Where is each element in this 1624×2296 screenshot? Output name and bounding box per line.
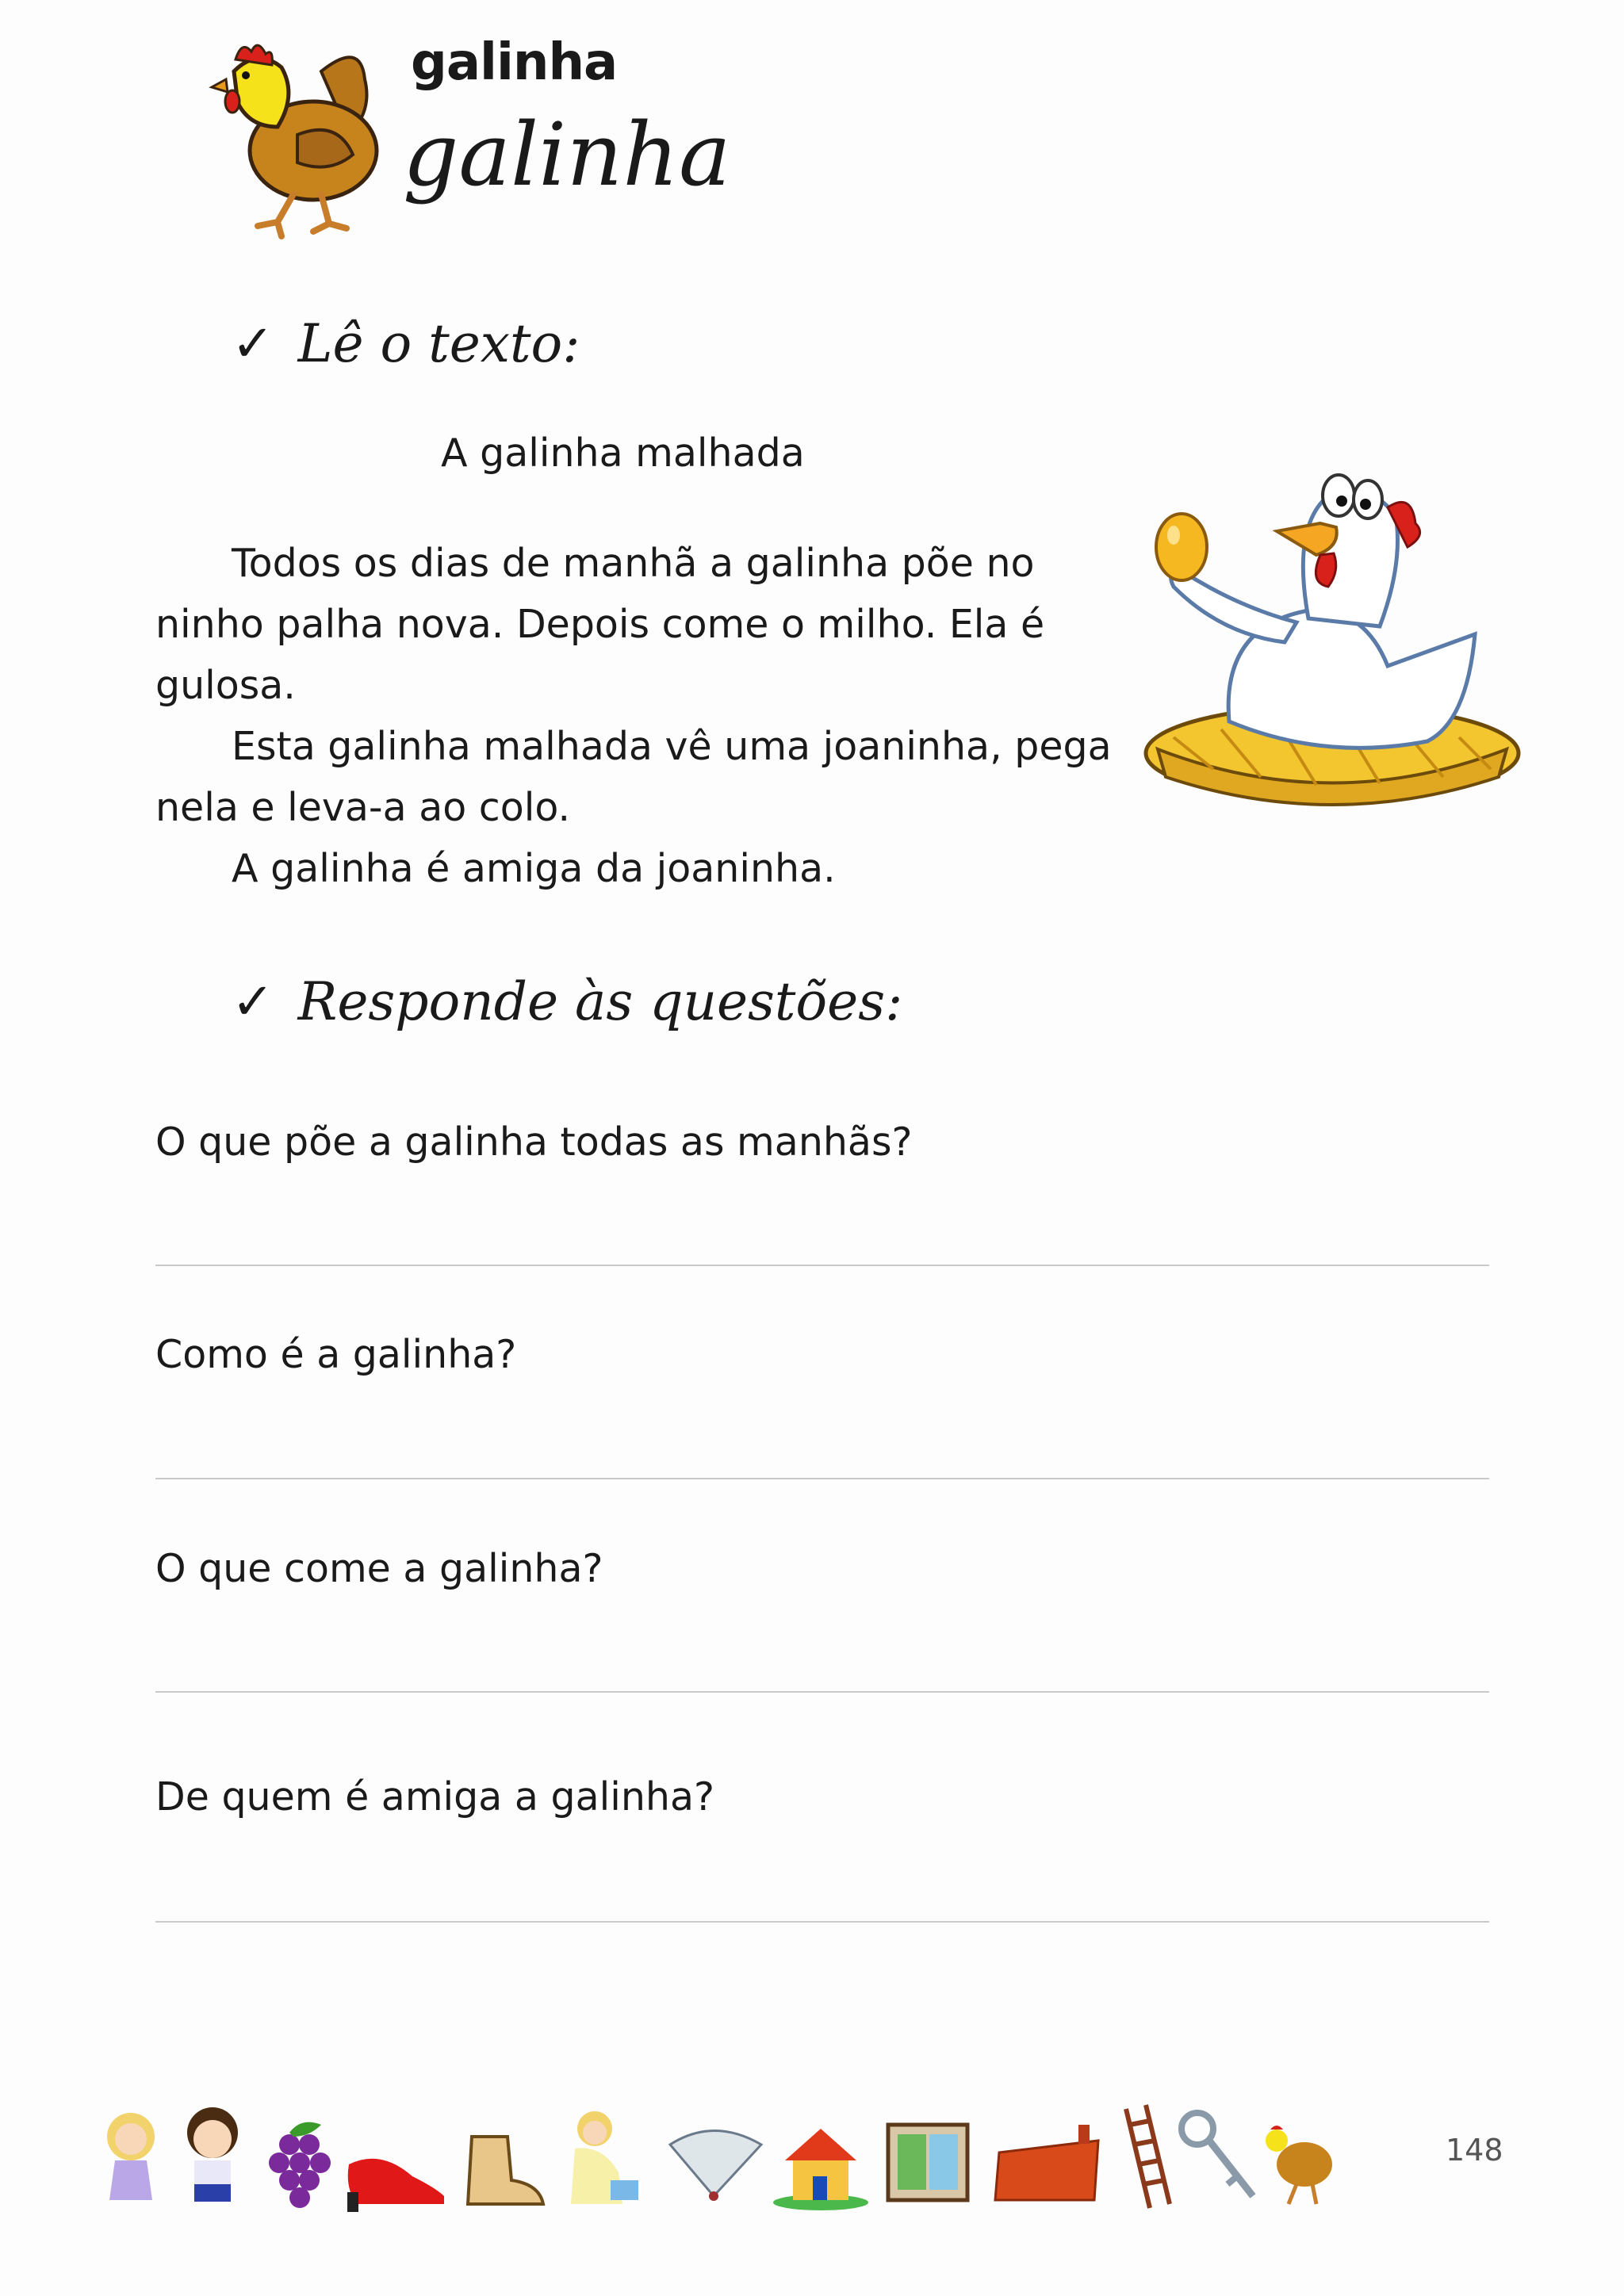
answer-heading-label: Responde às questões: [297,971,903,1032]
title-word-cursive: galinha [403,104,731,205]
footer-icon-strip [95,2101,1348,2212]
read-section-heading [232,313,580,374]
ladder-icon [1126,2105,1170,2208]
answer-line-4[interactable] [155,1921,1489,1923]
fan-icon [670,2131,761,2202]
answer-line-3[interactable] [155,1691,1489,1693]
key-icon [1182,2113,1253,2196]
page-number: 148 [1446,2133,1503,2168]
story-paragraph: Todos os dias de manhã a galinha põe no ninho palha nova. Depois come o milho. Ela é gulosa. [155,541,1045,708]
story-paragraph: A galinha é amiga da joaninha. [232,846,836,891]
window-icon [888,2125,967,2200]
read-heading-label: Lê o texto: [297,313,580,374]
question-2: Como é a galinha? [155,1332,517,1377]
doll-icon [107,2113,155,2200]
question-3: O que come a galinha? [155,1546,603,1591]
shoe-icon [347,2159,444,2212]
answer-section-heading [232,971,902,1032]
boot-icon [468,2137,543,2204]
hen-icon [1266,2126,1332,2204]
question-4: De quem é amiga a galinha? [155,1774,714,1820]
checkmark-icon: ✓ [232,972,274,1031]
answer-line-2[interactable] [155,1478,1489,1479]
story-text [155,533,1123,899]
grapes-icon [269,2122,331,2208]
title-word-print: galinha [411,33,618,92]
house-icon [773,2129,868,2210]
brown-hen-icon [202,24,385,242]
story-paragraph: Esta galinha malhada vê uma joaninha, pega nela e leva-a ao colo. [155,724,1112,830]
question-1: O que põe a galinha todas as manhãs? [155,1119,913,1165]
roof-icon [995,2125,1098,2200]
answer-line-1[interactable] [155,1265,1489,1266]
white-hen-on-nest-icon [1126,436,1538,825]
checkmark-icon: ✓ [232,314,274,373]
boy-icon [187,2107,238,2202]
story-title: A galinha malhada [441,430,805,476]
kneeling-child-icon [571,2111,638,2204]
